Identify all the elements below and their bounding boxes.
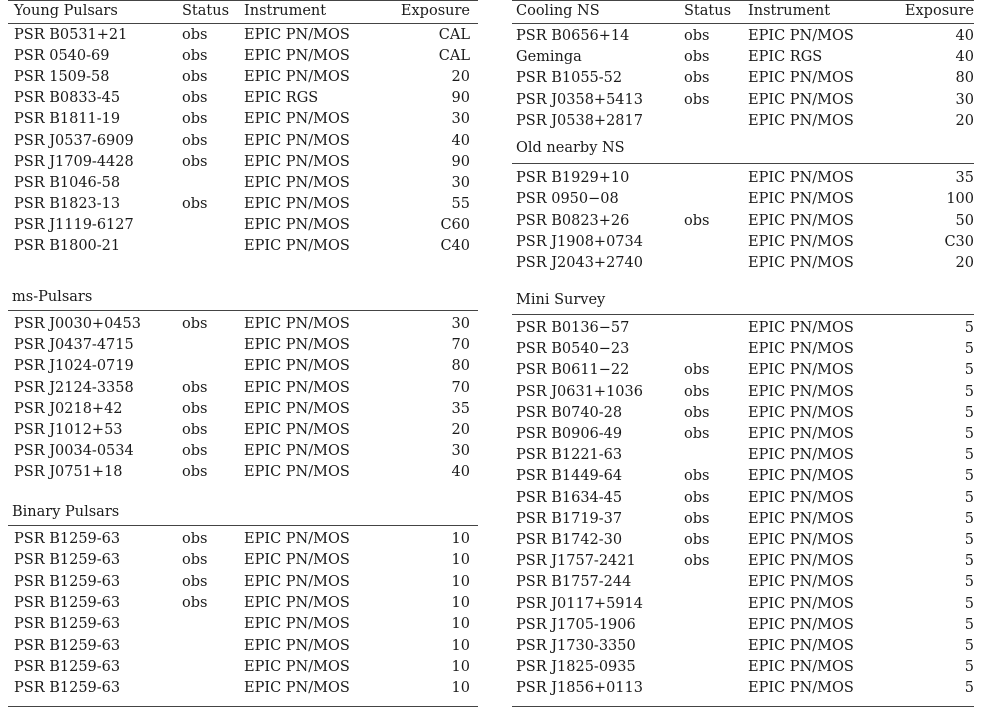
instrument-cell: EPIC RGS (748, 49, 823, 66)
table-row (512, 424, 974, 444)
table-row (512, 90, 974, 110)
table-row (8, 657, 478, 677)
table-row (512, 636, 974, 656)
instrument-cell: EPIC PN/MOS (748, 595, 854, 612)
source-name: PSR J0537-6909 (14, 132, 134, 149)
exposure-cell: 30 (451, 443, 470, 460)
instrument-cell: EPIC PN/MOS (244, 316, 350, 332)
exposure-cell: 10 (451, 594, 470, 611)
exposure-cell: 5 (964, 489, 974, 506)
source-name: PSR B0906-49 (516, 426, 623, 442)
exposure-cell: 5 (964, 638, 974, 654)
status-cell: obs (684, 404, 710, 421)
instrument-cell: EPIC PN/MOS (244, 680, 350, 697)
table-row (512, 26, 974, 46)
table-row (8, 88, 478, 108)
table-row (8, 46, 478, 66)
exposure-cell: 5 (964, 404, 974, 421)
status-cell: obs (684, 49, 710, 66)
instrument-cell: EPIC PN/MOS (748, 447, 854, 464)
status-cell: obs (684, 362, 710, 379)
instrument-cell: EPIC PN/MOS (244, 594, 350, 611)
exposure-cell: 5 (964, 447, 974, 464)
status-cell: obs (684, 426, 710, 442)
source-name: PSR 1509-58 (14, 69, 110, 86)
exposure-cell: 5 (964, 532, 974, 548)
status-cell: obs (684, 70, 710, 87)
status-cell: obs (182, 111, 208, 128)
source-name: PSR B1811-19 (14, 111, 121, 128)
table-row (8, 378, 478, 398)
header-category: Young Pulsars (14, 3, 118, 19)
instrument-cell: EPIC PN/MOS (748, 233, 854, 250)
instrument-cell: EPIC PN/MOS (748, 112, 854, 129)
table-row (512, 360, 974, 380)
exposure-cell: 10 (451, 573, 470, 590)
header-exposure: Exposure (904, 3, 974, 19)
instrument-cell: EPIC PN/MOS (748, 404, 854, 421)
instrument-cell: EPIC PN/MOS (748, 191, 854, 208)
exposure-cell: 10 (451, 616, 470, 633)
instrument-cell: EPIC PN/MOS (244, 238, 350, 254)
exposure-cell: 10 (451, 680, 470, 697)
source-name: PSR B0823+26 (516, 212, 630, 229)
table-row (8, 152, 478, 172)
header-status: Status (684, 3, 732, 19)
source-name: PSR 0540-69 (14, 48, 110, 65)
table-bottom-rule (8, 706, 478, 707)
source-name: PSR J1908+0734 (516, 233, 643, 250)
instrument-cell: EPIC PN/MOS (748, 426, 854, 442)
instrument-cell: EPIC PN/MOS (748, 28, 854, 44)
instrument-cell: EPIC PN/MOS (244, 48, 350, 65)
source-name: PSR B1046-58 (14, 174, 121, 191)
table-row (512, 339, 974, 359)
exposure-cell: 70 (451, 379, 470, 396)
table-row (512, 488, 974, 508)
exposure-cell: C60 (440, 216, 470, 233)
source-name: PSR B1055-52 (516, 70, 623, 87)
source-name: PSR J2124-3358 (14, 379, 134, 396)
status-cell: obs (182, 422, 208, 438)
table-row (8, 636, 478, 656)
exposure-cell: 100 (946, 191, 974, 208)
table-row (8, 194, 478, 214)
source-name: PSR J0030+0453 (14, 316, 141, 332)
instrument-cell: EPIC PN/MOS (244, 573, 350, 590)
table-row (8, 236, 478, 256)
header-category: Cooling NS (516, 3, 600, 19)
table-row (512, 551, 974, 571)
instrument-cell: EPIC PN/MOS (244, 422, 350, 438)
source-name: PSR B1800-21 (14, 238, 121, 254)
source-name: PSR J1825-0935 (516, 659, 636, 676)
source-name: PSR J1012+53 (14, 422, 123, 438)
status-cell: obs (684, 28, 710, 44)
exposure-cell: 80 (451, 358, 470, 375)
status-cell: obs (182, 531, 208, 547)
instrument-cell: EPIC PN/MOS (748, 341, 854, 358)
section-rule (512, 163, 974, 164)
table-row (8, 215, 478, 235)
instrument-cell: EPIC PN/MOS (748, 553, 854, 570)
instrument-cell: EPIC PN/MOS (748, 255, 854, 272)
exposure-cell: 5 (964, 468, 974, 485)
table-row (512, 318, 974, 338)
instrument-cell: EPIC PN/MOS (244, 153, 350, 170)
instrument-cell: EPIC PN/MOS (748, 170, 854, 186)
source-name: PSR J1757-2421 (516, 553, 636, 570)
section-rule (8, 525, 478, 526)
instrument-cell: EPIC PN/MOS (748, 70, 854, 87)
exposure-cell: 20 (451, 69, 470, 86)
exposure-cell: 90 (451, 90, 470, 107)
source-name: PSR B1449-64 (516, 468, 623, 485)
instrument-cell: EPIC PN/MOS (244, 69, 350, 86)
instrument-cell: EPIC PN/MOS (244, 464, 350, 481)
status-cell: obs (182, 316, 208, 332)
instrument-cell: EPIC PN/MOS (748, 489, 854, 506)
exposure-cell: 20 (451, 422, 470, 438)
instrument-cell: EPIC PN/MOS (748, 510, 854, 527)
source-name: PSR J1730-3350 (516, 638, 636, 654)
table-row (512, 253, 974, 273)
source-name: PSR J1856+0113 (516, 680, 643, 697)
header-rule (8, 23, 478, 24)
status-cell: obs (684, 91, 710, 108)
exposure-cell: 5 (964, 320, 974, 336)
status-cell: obs (684, 553, 710, 570)
table-row (8, 109, 478, 129)
table-row (8, 314, 478, 334)
source-name: PSR J0631+1036 (516, 383, 643, 400)
table-row (512, 466, 974, 486)
instrument-cell: EPIC PN/MOS (244, 27, 350, 43)
exposure-cell: 20 (955, 112, 974, 129)
exposure-cell: C40 (440, 238, 470, 254)
section-title: Binary Pulsars (12, 504, 120, 520)
exposure-cell: 40 (451, 464, 470, 481)
status-cell: obs (182, 153, 208, 170)
table-row (512, 232, 974, 252)
source-name: PSR J0538+2817 (516, 112, 643, 129)
source-name: PSR B1259-63 (14, 637, 121, 654)
exposure-cell: 35 (955, 170, 974, 186)
status-cell: obs (182, 573, 208, 590)
exposure-cell: 55 (451, 195, 470, 212)
table-header-row (8, 1, 478, 21)
status-cell: obs (182, 443, 208, 460)
instrument-cell: EPIC PN/MOS (748, 574, 854, 591)
table-row (8, 529, 478, 549)
instrument-cell: EPIC PN/MOS (748, 638, 854, 654)
instrument-cell: EPIC PN/MOS (748, 212, 854, 229)
table-row (512, 111, 974, 131)
status-cell: obs (182, 69, 208, 86)
source-name: PSR J0218+42 (14, 400, 123, 417)
instrument-cell: EPIC PN/MOS (244, 616, 350, 633)
section-rule (512, 314, 974, 315)
instrument-cell: EPIC PN/MOS (244, 111, 350, 128)
status-cell: obs (182, 400, 208, 417)
source-name: PSR B1929+10 (516, 170, 630, 186)
exposure-cell: 30 (451, 316, 470, 332)
table-row (8, 131, 478, 151)
exposure-cell: 80 (955, 70, 974, 87)
table-row (8, 462, 478, 482)
instrument-cell: EPIC PN/MOS (748, 659, 854, 676)
exposure-cell: CAL (438, 48, 470, 65)
source-name: PSR B0833-45 (14, 90, 121, 107)
table-row (512, 403, 974, 423)
table-row (8, 572, 478, 592)
source-name: PSR J0117+5914 (516, 595, 643, 612)
source-name: PSR J0034-0534 (14, 443, 134, 460)
status-cell: obs (182, 90, 208, 107)
table-row (8, 67, 478, 87)
source-name: PSR J1119-6127 (14, 216, 134, 233)
section-title: Old nearby NS (516, 140, 625, 156)
source-name: PSR J0358+5413 (516, 91, 643, 108)
table-row (512, 68, 974, 88)
exposure-cell: 5 (964, 680, 974, 697)
exposure-cell: 30 (451, 111, 470, 128)
status-cell: obs (182, 195, 208, 212)
instrument-cell: EPIC PN/MOS (244, 132, 350, 149)
source-name: PSR J1705-1906 (516, 616, 636, 633)
exposure-cell: 70 (451, 337, 470, 354)
source-name: PSR B0136−57 (516, 320, 630, 336)
source-name: PSR B0740-28 (516, 404, 623, 421)
status-cell: obs (684, 212, 710, 229)
instrument-cell: EPIC PN/MOS (244, 552, 350, 569)
source-name: PSR B1757-244 (516, 574, 632, 591)
exposure-cell: 10 (451, 552, 470, 569)
source-name: PSR B0540−23 (516, 341, 630, 358)
table-row (512, 445, 974, 465)
exposure-cell: 5 (964, 341, 974, 358)
header-instrument: Instrument (244, 3, 327, 19)
source-name: PSR J0437-4715 (14, 337, 134, 354)
instrument-cell: EPIC PN/MOS (748, 362, 854, 379)
section-rule (8, 310, 478, 311)
instrument-cell: EPIC PN/MOS (244, 400, 350, 417)
instrument-cell: EPIC PN/MOS (244, 216, 350, 233)
table-row (8, 593, 478, 613)
instrument-cell: EPIC PN/MOS (244, 443, 350, 460)
instrument-cell: EPIC PN/MOS (748, 616, 854, 633)
exposure-cell: 10 (451, 637, 470, 654)
table-row (512, 509, 974, 529)
exposure-cell: 5 (964, 553, 974, 570)
table-row (8, 356, 478, 376)
exposure-cell: 10 (451, 531, 470, 547)
exposure-cell: 5 (964, 426, 974, 442)
source-name: PSR B1221-63 (516, 447, 623, 464)
instrument-cell: EPIC PN/MOS (748, 383, 854, 400)
exposure-cell: 5 (964, 659, 974, 676)
table-row (512, 189, 974, 209)
table-row (512, 47, 974, 67)
status-cell: obs (684, 489, 710, 506)
exposure-cell: 5 (964, 616, 974, 633)
status-cell: obs (684, 383, 710, 400)
status-cell: obs (182, 552, 208, 569)
table-row (8, 441, 478, 461)
exposure-cell: 5 (964, 383, 974, 400)
table-row (8, 614, 478, 634)
table-row (512, 657, 974, 677)
table-row (8, 678, 478, 698)
table-row (8, 173, 478, 193)
header-rule (512, 23, 974, 24)
exposure-cell: CAL (438, 27, 470, 43)
source-name: PSR B0611−22 (516, 362, 630, 379)
source-name: PSR J1024-0719 (14, 358, 134, 375)
exposure-cell: 30 (451, 174, 470, 191)
instrument-cell: EPIC PN/MOS (244, 195, 350, 212)
source-name: PSR B1259-63 (14, 531, 121, 547)
status-cell: obs (182, 48, 208, 65)
instrument-cell: EPIC PN/MOS (748, 532, 854, 548)
source-name: PSR B1259-63 (14, 573, 121, 590)
instrument-cell: EPIC PN/MOS (748, 680, 854, 697)
header-exposure: Exposure (400, 3, 470, 19)
status-cell: obs (182, 379, 208, 396)
table-row (8, 335, 478, 355)
source-name: PSR B1823-13 (14, 195, 121, 212)
table-row (512, 530, 974, 550)
instrument-cell: EPIC PN/MOS (748, 468, 854, 485)
table-row (512, 382, 974, 402)
table-row (512, 572, 974, 592)
exposure-cell: 20 (955, 255, 974, 272)
exposure-cell: 30 (955, 91, 974, 108)
source-name: PSR B0656+14 (516, 28, 630, 44)
table-row (8, 25, 478, 45)
table-row (512, 211, 974, 231)
table-row (512, 678, 974, 698)
exposure-cell: 40 (451, 132, 470, 149)
table-row (8, 420, 478, 440)
exposure-cell: 50 (955, 212, 974, 229)
source-name: PSR B0531+21 (14, 27, 128, 43)
instrument-cell: EPIC PN/MOS (748, 91, 854, 108)
instrument-cell: EPIC PN/MOS (244, 637, 350, 654)
source-name: PSR J1709-4428 (14, 153, 134, 170)
table-row (512, 594, 974, 614)
status-cell: obs (182, 594, 208, 611)
source-name: PSR J2043+2740 (516, 255, 643, 272)
header-status: Status (182, 3, 230, 19)
source-name: PSR B1742-30 (516, 532, 623, 548)
source-name: PSR B1719-37 (516, 510, 623, 527)
instrument-cell: EPIC RGS (244, 90, 319, 107)
exposure-cell: 5 (964, 362, 974, 379)
instrument-cell: EPIC PN/MOS (244, 379, 350, 396)
table-header-row (512, 1, 974, 21)
status-cell: obs (182, 464, 208, 481)
table-row (512, 615, 974, 635)
instrument-cell: EPIC PN/MOS (244, 658, 350, 675)
exposure-cell: 90 (451, 153, 470, 170)
status-cell: obs (182, 27, 208, 43)
source-name: PSR B1259-63 (14, 658, 121, 675)
exposure-cell: 40 (955, 49, 974, 66)
instrument-cell: EPIC PN/MOS (244, 337, 350, 354)
exposure-cell: 5 (964, 510, 974, 527)
exposure-cell: 5 (964, 574, 974, 591)
source-name: PSR B1259-63 (14, 594, 121, 611)
status-cell: obs (684, 510, 710, 527)
header-instrument: Instrument (748, 3, 831, 19)
instrument-cell: EPIC PN/MOS (748, 320, 854, 336)
table-row (8, 399, 478, 419)
status-cell: obs (182, 132, 208, 149)
source-name: PSR B1259-63 (14, 616, 121, 633)
exposure-cell: 35 (451, 400, 470, 417)
source-name: PSR J0751+18 (14, 464, 123, 481)
source-name: PSR B1259-63 (14, 680, 121, 697)
status-cell: obs (684, 532, 710, 548)
table-row (8, 550, 478, 570)
source-name: PSR B1634-45 (516, 489, 623, 506)
source-name: PSR B1259-63 (14, 552, 121, 569)
section-title: ms-Pulsars (12, 289, 93, 305)
instrument-cell: EPIC PN/MOS (244, 174, 350, 191)
table-row (512, 168, 974, 188)
source-name: PSR 0950−08 (516, 191, 619, 208)
exposure-cell: 40 (955, 28, 974, 44)
status-cell: obs (684, 468, 710, 485)
exposure-cell: 10 (451, 658, 470, 675)
exposure-cell: C30 (944, 233, 974, 250)
exposure-cell: 5 (964, 595, 974, 612)
instrument-cell: EPIC PN/MOS (244, 358, 350, 375)
instrument-cell: EPIC PN/MOS (244, 531, 350, 547)
section-title: Mini Survey (516, 292, 606, 308)
source-name: Geminga (516, 49, 582, 66)
table-bottom-rule (512, 706, 974, 707)
